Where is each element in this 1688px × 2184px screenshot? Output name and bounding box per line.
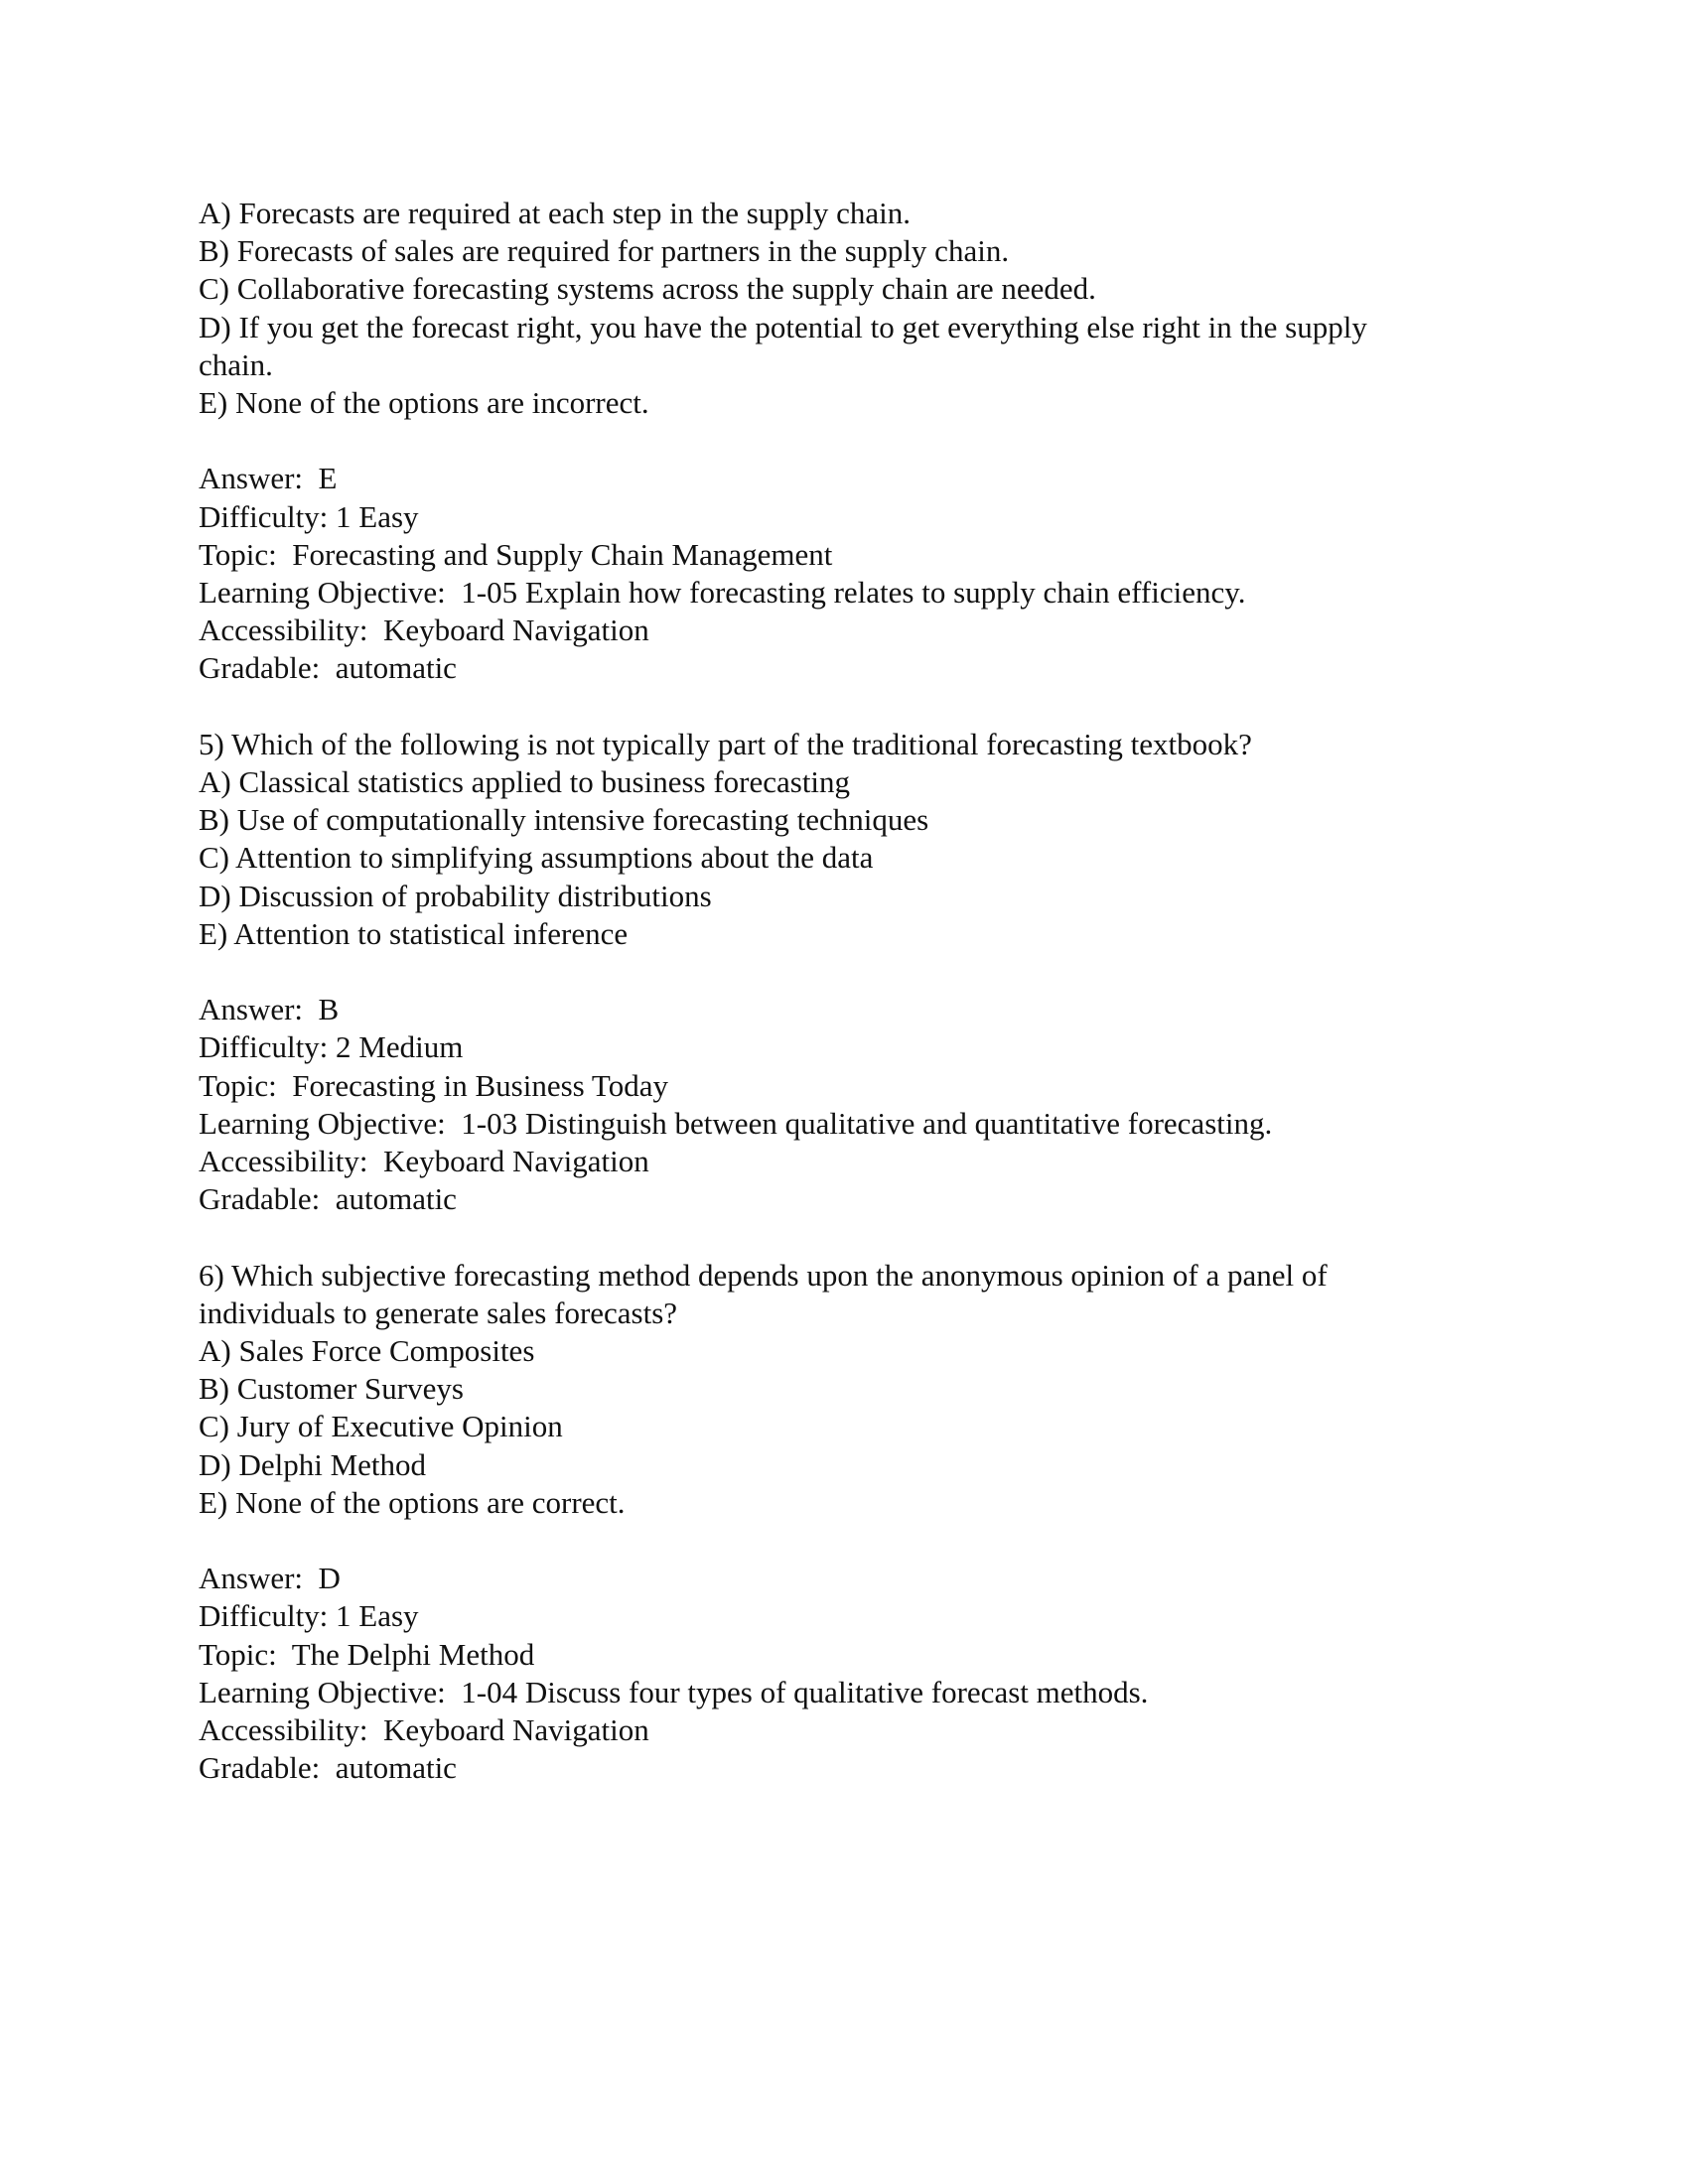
question-6-meta bbox=[199, 1560, 1489, 1787]
option-a: A) Sales Force Composites bbox=[199, 1333, 535, 1369]
learning-objective: Learning Objective: 1-05 Explain how forecasting relates to supply chain efficiency. bbox=[199, 575, 1246, 611]
option-d: D) Delphi Method bbox=[199, 1446, 427, 1482]
option-a: A) Classical statistics applied to business forecasting bbox=[199, 764, 851, 800]
difficulty: Difficulty: 1 Easy bbox=[199, 498, 419, 534]
option-b: B) Use of computationally intensive forecasting techniques bbox=[199, 802, 929, 838]
accessibility: Accessibility: Keyboard Navigation bbox=[199, 1712, 649, 1748]
topic: Topic: Forecasting in Business Today bbox=[199, 1067, 668, 1103]
option-a: A) Forecasts are required at each step in the supply chain. bbox=[199, 196, 912, 230]
question-stem-continued: individuals to generate sales forecasts? bbox=[199, 1295, 678, 1330]
question-4-options bbox=[199, 195, 1489, 422]
option-d: D) If you get the forecast right, you have the potential to get everything else right in the supply bbox=[199, 309, 1367, 344]
gradable: Gradable: automatic bbox=[199, 1750, 457, 1786]
spacer bbox=[199, 1218, 1489, 1256]
learning-objective: Learning Objective: 1-03 Distinguish between qualitative and quantitative forecasting. bbox=[199, 1105, 1273, 1141]
spacer bbox=[199, 422, 1489, 460]
answer: Answer: E bbox=[199, 461, 338, 496]
option-c: C) Attention to simplifying assumptions about the data bbox=[199, 840, 874, 876]
spacer bbox=[199, 688, 1489, 726]
topic: Topic: The Delphi Method bbox=[199, 1636, 535, 1672]
option-b: B) Forecasts of sales are required for partners in the supply chain. bbox=[199, 233, 1010, 269]
gradable: Gradable: automatic bbox=[199, 650, 457, 686]
gradable: Gradable: automatic bbox=[199, 1181, 457, 1217]
spacer bbox=[199, 953, 1489, 991]
option-d: D) Discussion of probability distributions bbox=[199, 878, 712, 913]
option-e: E) None of the options are incorrect. bbox=[199, 385, 649, 421]
accessibility: Accessibility: Keyboard Navigation bbox=[199, 1144, 649, 1179]
option-e: E) Attention to statistical inference bbox=[199, 915, 629, 951]
question-stem: 5) Which of the following is not typically part of the traditional forecasting textbook? bbox=[199, 726, 1252, 761]
answer: Answer: B bbox=[199, 992, 340, 1027]
difficulty: Difficulty: 2 Medium bbox=[199, 1029, 464, 1065]
option-c: C) Jury of Executive Opinion bbox=[199, 1409, 563, 1444]
question-stem: 6) Which subjective forecasting method depends upon the anonymous opinion of a panel of bbox=[199, 1257, 1328, 1293]
question-4-meta bbox=[199, 460, 1489, 687]
answer: Answer: D bbox=[199, 1561, 341, 1596]
option-b: B) Customer Surveys bbox=[199, 1371, 464, 1407]
option-c: C) Collaborative forecasting systems across the supply chain are needed. bbox=[199, 271, 1096, 307]
question-5-meta bbox=[199, 991, 1489, 1218]
accessibility: Accessibility: Keyboard Navigation bbox=[199, 613, 649, 648]
question-5 bbox=[199, 726, 1489, 953]
difficulty: Difficulty: 1 Easy bbox=[199, 1598, 419, 1634]
option-e: E) None of the options are correct. bbox=[199, 1484, 626, 1520]
option-d-continued: chain. bbox=[199, 346, 273, 382]
document-page bbox=[199, 195, 1489, 1787]
learning-objective: Learning Objective: 1-04 Discuss four types of qualitative forecast methods. bbox=[199, 1674, 1149, 1709]
question-6 bbox=[199, 1257, 1489, 1522]
spacer bbox=[199, 1522, 1489, 1560]
topic: Topic: Forecasting and Supply Chain Management bbox=[199, 536, 833, 572]
